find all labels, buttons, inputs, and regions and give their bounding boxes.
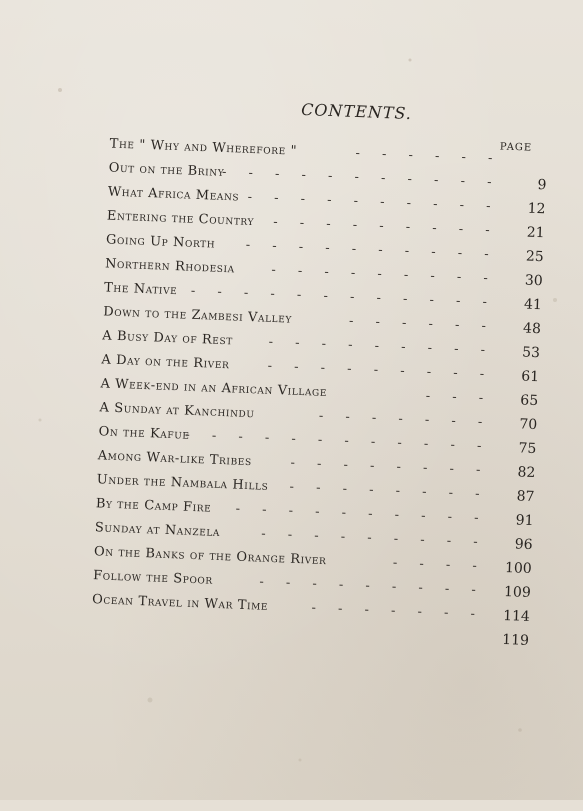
leader-dots: - - - - - - - - - — [260, 526, 487, 551]
leader-dots: - - - - - - - - - - — [235, 501, 488, 527]
chapter-title: Going Up North — [105, 232, 216, 252]
chapter-title: A Busy Day of Rest — [102, 328, 234, 349]
chapter-title: Northern Rhodesia — [104, 256, 236, 277]
page-number: 48 — [522, 320, 542, 338]
page-column-header: PAGE — [499, 141, 533, 154]
leader-dots: - - - - - - - - - — [268, 334, 495, 359]
chapter-title: A Sunday at Kanchindu — [99, 400, 255, 422]
chapter-title: By the Camp Fire — [95, 496, 212, 516]
leader-dots: - - - - - - - - - — [259, 574, 486, 599]
chapter-title: The " Why and Wherefore " — [109, 136, 298, 159]
leader-dots: - - - - - - — [348, 313, 496, 335]
leader-dots: - - - - - - - - - — [272, 214, 499, 239]
leader-dots: - - - - - - - — [311, 600, 485, 623]
leader-dots: - - - - - - - - - - — [245, 237, 499, 263]
leader-dots: - - - - - - - - - — [271, 262, 498, 287]
leader-dots: - - - - — [392, 555, 487, 575]
page-number: 114 — [502, 607, 531, 625]
chapter-title: On the Kafue — [98, 424, 190, 443]
chapter-title: A Day on the River — [101, 352, 230, 373]
leader-dots: - - - - - - - - - — [267, 358, 494, 383]
page-number: 82 — [517, 464, 536, 482]
chapter-title: Ocean Travel in War Time — [91, 592, 269, 614]
page-number: 9 — [537, 176, 547, 194]
leader-dots: - - - - - - — [355, 145, 502, 167]
page-number: 30 — [524, 272, 544, 290]
leader-dots: - - - - - - - — [318, 408, 492, 431]
chapter-title: What Africa Means — [107, 184, 240, 205]
page-number: 75 — [518, 440, 537, 458]
chapter-title: Sunday at Nanzela — [94, 520, 221, 541]
page-number: 119 — [501, 631, 530, 649]
chapter-title: Under the Nambala Hills — [96, 472, 269, 494]
page-number: 12 — [527, 200, 546, 218]
page-number: 65 — [520, 392, 539, 410]
leader-dots: - - - - - - - - — [289, 479, 489, 503]
chapter-title: On the Banks of the Orange River — [93, 544, 327, 569]
page-number: 109 — [503, 583, 532, 601]
leader-dots: - - - — [425, 388, 493, 407]
page-number: 21 — [526, 224, 545, 242]
page-number: 53 — [521, 344, 541, 362]
page-number: 91 — [515, 512, 534, 530]
page-number: 96 — [514, 536, 533, 554]
leader-dots: - - - - - - - - - - - - — [185, 427, 491, 455]
leader-dots: - - - - - - - - - - - — [221, 164, 501, 191]
page-number: 61 — [520, 368, 540, 386]
chapter-title: Out on the Briny — [108, 160, 225, 180]
chapter-title: Among War-like Tribes — [97, 448, 253, 470]
chapter-title: Entering the Country — [106, 208, 255, 230]
leader-dots: - - - - - - - - — [290, 455, 490, 479]
chapter-title: Down to the Zambesi Valley — [102, 304, 293, 327]
leader-dots: - - - - - - - - - - - - — [190, 283, 497, 311]
leader-dots: - - - - - - - - - - — [247, 189, 500, 215]
page-number: 70 — [519, 416, 538, 434]
chapter-title: Follow the Spoor — [92, 568, 214, 588]
contents-title: CONTENTS. — [300, 99, 413, 124]
page-number: 25 — [525, 248, 544, 266]
chapter-title: The Native — [103, 280, 178, 299]
chapter-title: A Week-end in an African Village — [100, 376, 328, 401]
page-number: 87 — [516, 488, 535, 506]
page-number: 41 — [523, 296, 543, 314]
page-number — [508, 150, 548, 152]
page-number: 100 — [504, 559, 532, 578]
